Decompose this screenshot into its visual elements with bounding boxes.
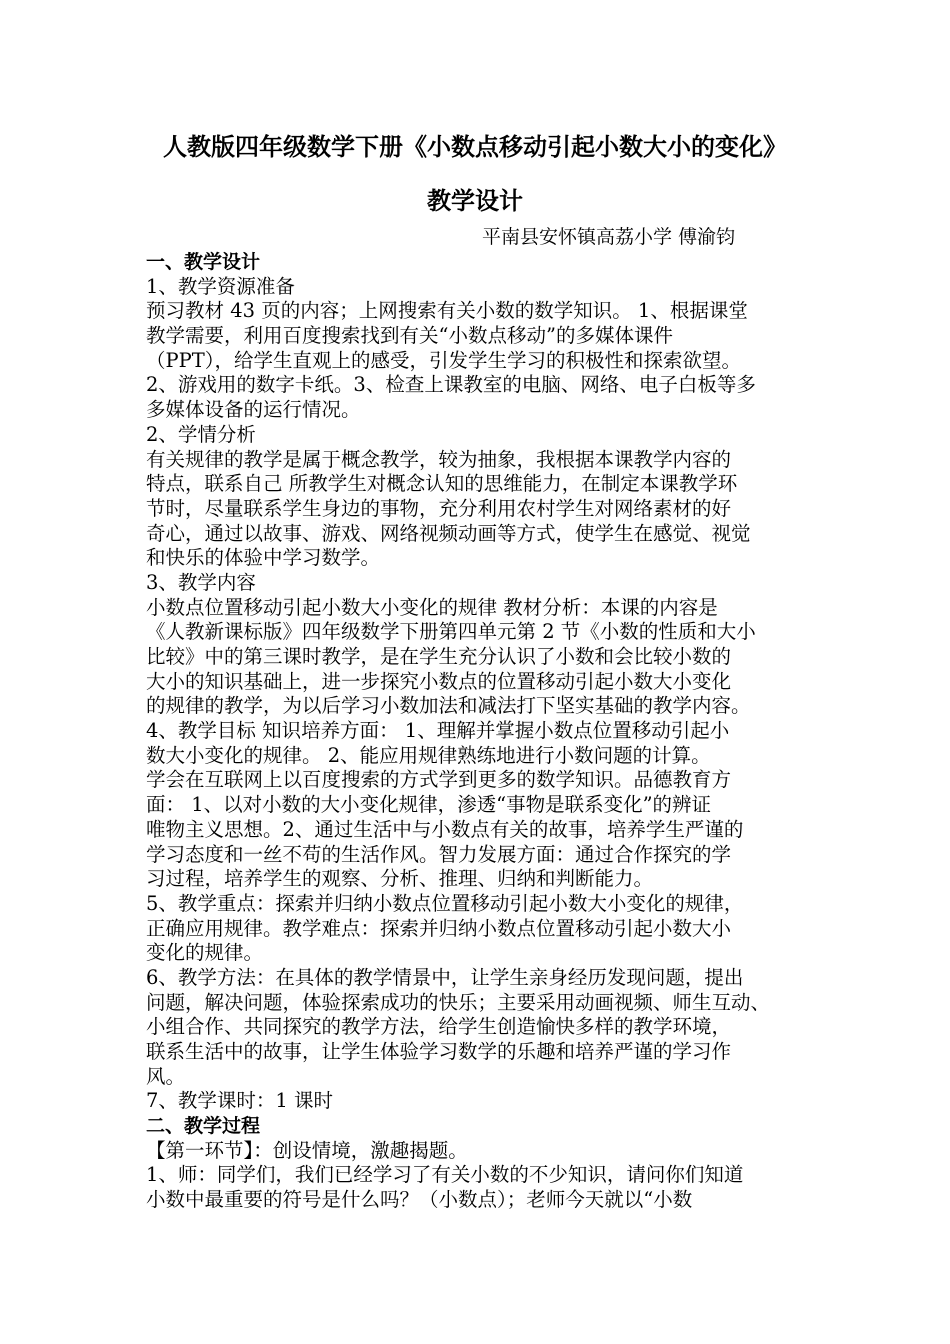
text-line: 联系生活中的故事，让学生体验学习数学的乐趣和培养严谨的学习作 xyxy=(146,1040,732,1063)
text-line: 大小的知识基础上，进一步探究小数点的位置移动引起小数大小变化 xyxy=(146,669,732,693)
text-line: 问题，解决问题，体验探索成功的快乐；主要采用动画视频、师生互动、 xyxy=(146,990,771,1014)
document-body xyxy=(146,250,814,1213)
text-line: 面： 1、以对小数的大小变化规律，渗透“事物是联系变化”的辨证 xyxy=(146,793,712,817)
text-line: 预习教材 43 页的内容；上网搜索有关小数的数学知识。 1、根据课堂 xyxy=(146,299,748,323)
text-line: 有关规律的教学是属于概念教学，较为抽象，我根据本课教学内容的 xyxy=(146,447,732,471)
text-line: 学会在互联网上以百度搜索的方式学到更多的数学知识。品德教育方 xyxy=(146,768,732,792)
text-line: 《人教新课标版》四年级数学下册第四单元第 2 节《小数的性质和大小 xyxy=(146,620,756,644)
text-line: 小数点位置移动引起小数大小变化的规律 教材分析：本课的内容是 xyxy=(146,595,718,619)
text-line: 节时，尽量联系学生身边的事物，充分利用农村学生对网络素材的好 xyxy=(146,496,732,520)
text-line: 学习态度和一丝不苟的生活作风。智力发展方面：通过合作探究的学 xyxy=(146,842,732,866)
text-line: 变化的规律。 xyxy=(146,941,264,965)
text-line: （PPT），给学生直观上的感受，引发学生学习的积极性和探索欲望。 xyxy=(146,348,741,372)
text-line: 6、教学方法：在具体的教学情景中，让学生亲身经历发现问题，提出 xyxy=(146,965,744,989)
text-line: 数大小变化的规律。 2、能应用规律熟练地进行小数问题的计算。 xyxy=(146,743,711,767)
text-line: 【第一环节】：创设情境，激趣揭题。 xyxy=(146,1138,468,1162)
text-line: 和快乐的体验中学习数学。 xyxy=(146,546,381,570)
text-line: 5、教学重点：探索并归纳小数点位置移动引起小数大小变化的规律， xyxy=(146,891,744,915)
text-line: 小数中最重要的符号是什么吗？（小数点）；老师今天就以“小数 xyxy=(146,1188,693,1212)
text-line: 2、学情分析 xyxy=(146,422,256,446)
text-line: 4、教学目标 知识培养方面： 1、理解并掌握小数点位置移动引起小 xyxy=(146,719,730,743)
text-line: 1、师：同学们，我们已经学习了有关小数的不少知识，请问你们知道 xyxy=(146,1163,744,1187)
text-line: 教学需要，利用百度搜索找到有关“小数点移动”的多媒体课件 xyxy=(146,324,673,348)
section-heading: 一、教学设计 xyxy=(146,251,261,273)
text-line: 7、教学课时：1 课时 xyxy=(146,1089,334,1113)
text-line: 唯物主义思想。2、通过生活中与小数点有关的故事，培养学生严谨的 xyxy=(146,817,744,841)
text-line: 3、教学内容 xyxy=(146,570,256,594)
text-line: 比较》中的第三课时教学，是在学生充分认识了小数和会比较小数的 xyxy=(146,645,732,668)
text-line: 小组合作、共同探究的教学方法，给学生创造愉快多样的教学环境， xyxy=(146,1015,732,1039)
text-line: 特点，联系自己 所教学生对概念认知的思维能力，在制定本课教学环 xyxy=(146,472,738,496)
text-line: 正确应用规律。教学难点：探索并归纳小数点位置移动引起小数大小 xyxy=(146,916,732,940)
text-line: 奇心，通过以故事、游戏、网络视频动画等方式，使学生在感觉、视觉 xyxy=(146,521,751,545)
document-subtitle: 教学设计 xyxy=(427,187,523,215)
text-line: 2、游戏用的数字卡纸。3、检查上课教室的电脑、网络、电子白板等多 xyxy=(146,373,756,397)
text-line: 1、教学资源准备 xyxy=(146,274,295,298)
author-line: 平南县安怀镇高荔小学 傅渝钧 xyxy=(482,226,736,248)
text-line: 的规律的教学，为以后学习小数加法和减法打下坚实基础的教学内容。 xyxy=(146,694,751,718)
text-line: 风。 xyxy=(146,1064,186,1088)
document-title: 人教版四年级数学下册《小数点移动引起小数大小的变化》 xyxy=(163,133,787,161)
section-heading: 二、教学过程 xyxy=(146,1115,261,1138)
text-line: 多媒体设备的运行情况。 xyxy=(146,398,361,422)
text-line: 习过程，培养学生的观察、分析、推理、归纳和判断能力。 xyxy=(146,867,654,891)
